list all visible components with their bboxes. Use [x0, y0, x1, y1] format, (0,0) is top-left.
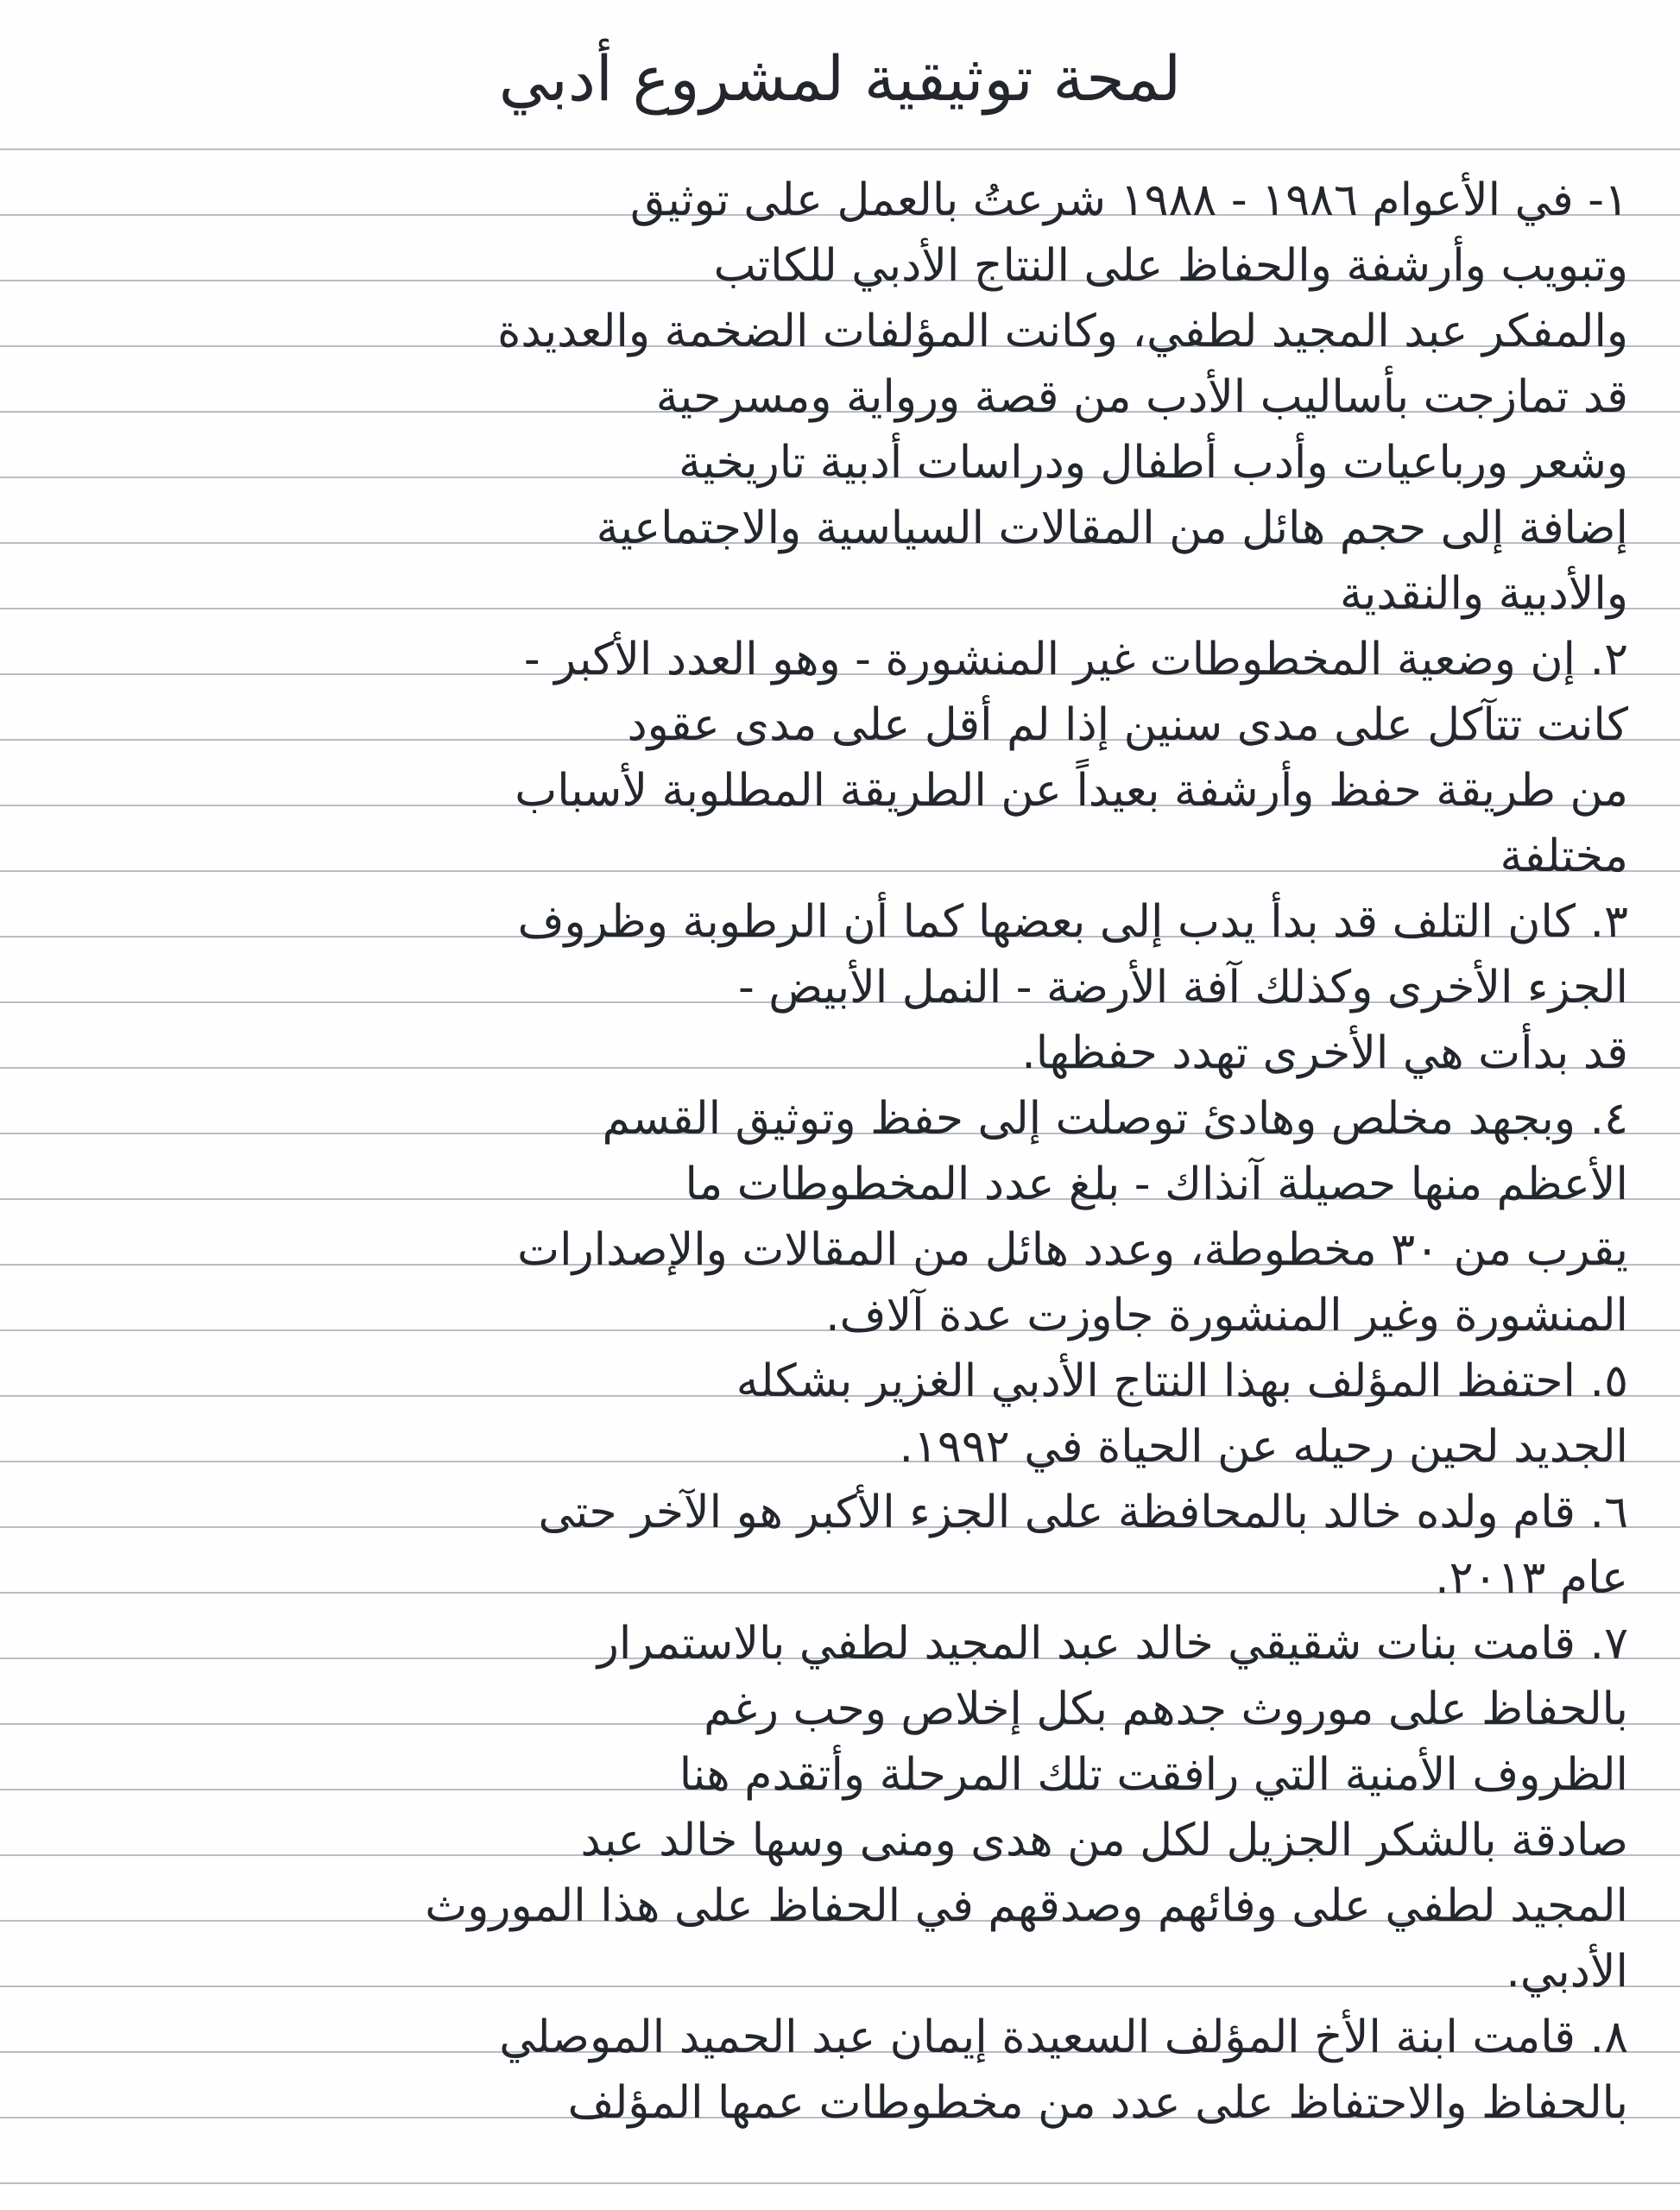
text-line: من طريقة حفظ وأرشفة بعيداً عن الطريقة المطلوبة لأسباب — [515, 765, 1628, 817]
text-line: إضافة إلى حجم هائل من المقالات السياسية والاجتماعية — [596, 502, 1628, 554]
text-line: ١- في الأعوام ١٩٨٦ - ١٩٨٨ شرعتُ بالعمل على توثيق — [630, 174, 1628, 226]
page-title: لمحة توثيقية لمشروع أدبي — [498, 42, 1182, 115]
text-line: ٦. قام ولده خالد بالمحافظة على الجزء الأكبر هو الآخر حتى — [538, 1487, 1628, 1538]
text-line: الأعظم منها حصيلة آنذاك - بلغ عدد المخطوطات ما — [685, 1159, 1628, 1210]
text-line: الجزء الأخرى وكذلك آفة الأرضة - النمل الأبيض - — [737, 962, 1628, 1013]
text-line: ٤. وبجهد مخلص وهادئ توصلت إلى حفظ وتوثيق القسم — [602, 1093, 1628, 1145]
text-line: قد بدأت هي الأخرى تهدد حفظها. — [1021, 1027, 1628, 1079]
text-line: المنشورة وغير المنشورة جاوزت عدة آلاف. — [825, 1290, 1628, 1342]
text-line: والمفكر عبد المجيد لطفي، وكانت المؤلفات الضخمة والعديدة — [497, 306, 1628, 357]
text-line: ٧. قامت بنات شقيقي خالد عبد المجيد لطفي بالاستمرار — [597, 1618, 1628, 1670]
ruled-line — [0, 148, 1680, 150]
text-line: الأدبي. — [1506, 1946, 1628, 1998]
text-line: المجيد لطفي على وفائهم وصدقهم في الحفاظ على هذا الموروث — [425, 1880, 1628, 1932]
text-line: يقرب من ٣٠ مخطوطة، وعدد هائل من المقالات والإصدارات — [517, 1224, 1628, 1276]
text-line: ٢. إن وضعية المخطوطات غير المنشورة - وهو العدد الأكبر - — [523, 634, 1628, 685]
ruled-line — [0, 2182, 1680, 2184]
text-line: بالحفاظ والاحتفاظ على عدد من مخطوطات عمها المؤلف — [567, 2077, 1628, 2129]
text-line: الظروف الأمنية التي رافقت تلك المرحلة وأتقدم هنا — [679, 1749, 1628, 1801]
text-line: وتبويب وأرشفة والحفاظ على النتاج الأدبي للكاتب — [713, 240, 1628, 292]
text-line: بالحفاظ على موروث جدهم بكل إخلاص وحب رغم — [704, 1683, 1628, 1735]
text-line: صادقة بالشكر الجزيل لكل من هدى ومنى وسها خالد عبد — [580, 1815, 1628, 1866]
text-line: والأدبية والنقدية — [1340, 568, 1628, 620]
text-line: كانت تتآكل على مدى سنين إذا لم أقل على مدى عقود — [627, 699, 1628, 751]
text-line: عام ٢٠١٣. — [1435, 1552, 1628, 1604]
text-line: ٨. قامت ابنة الأخ المؤلف السعيدة إيمان عبد الحميد الموصلي — [499, 2011, 1628, 2063]
text-line: وشعر ورباعيات وأدب أطفال ودراسات أدبية تاريخية — [679, 437, 1628, 489]
text-line: قد تمازجت بأساليب الأدب من قصة ورواية ومسرحية — [655, 371, 1628, 423]
text-line: الجديد لحين رحيله عن الحياة في ١٩٩٢. — [899, 1421, 1628, 1473]
text-line: ٥. احتفظ المؤلف بهذا النتاج الأدبي الغزير بشكله — [736, 1355, 1628, 1407]
text-line: مختلفة — [1500, 830, 1628, 882]
text-line: ٣. كان التلف قد بدأ يدب إلى بعضها كما أن الرطوبة وظروف — [517, 896, 1628, 948]
